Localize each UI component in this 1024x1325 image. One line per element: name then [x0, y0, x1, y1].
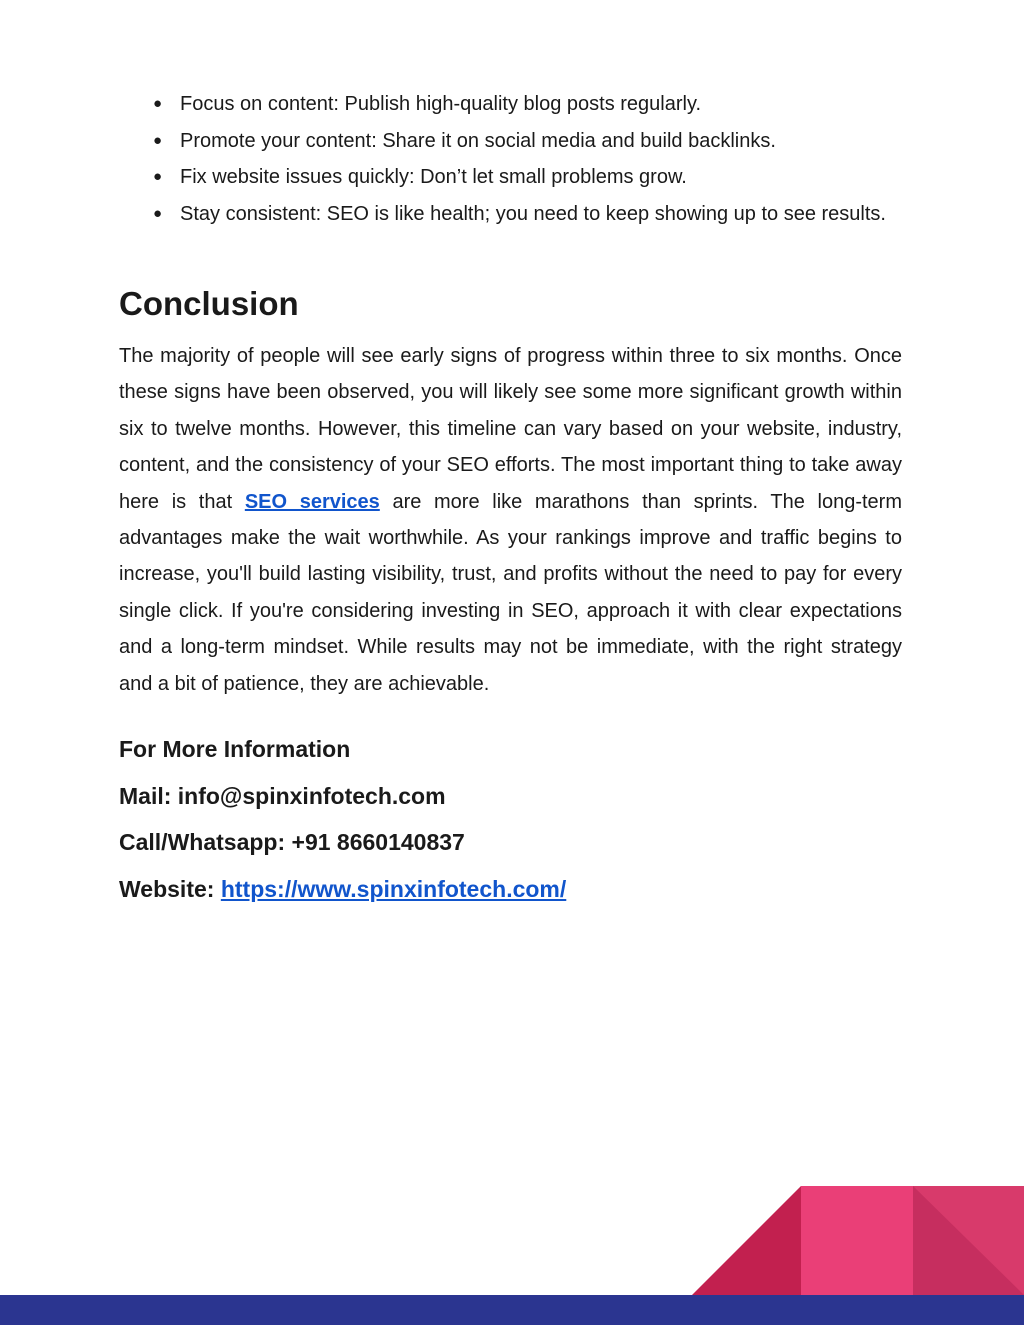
document-page [119, 86, 902, 912]
paragraph-text: are more like marathons than sprints. The long-term advantages make the wait worthwhile. As your rankings improve and traffic begins to increase, you'll build lasting visibility, trust, and profits without the need to pay for every single click. If you're considering investing in SEO, approach it with clear expectations and a long-term mindset. While results may not be immediate, with the right strategy and a bit of patience, they are achievable. [119, 490, 902, 695]
mail-line: Mail: info@spinxinfotech.com [119, 782, 446, 809]
list-item [119, 196, 902, 233]
paragraph-text: The majority of people will see early signs of progress within three to six months. Once these signs have been observed, you will likely see some more significant growth within six to twelve months. However, this timeline can vary based on your website, industry, content, and the consistency of your SEO efforts. The most important thing to take away here is that [119, 345, 902, 513]
list-item [119, 86, 902, 123]
right-pink-square [913, 1186, 1024, 1295]
conclusion-heading: Conclusion [119, 285, 299, 322]
list-item [119, 123, 902, 160]
website-label: Website: [119, 875, 221, 902]
conclusion-paragraph [119, 338, 902, 702]
website-line [119, 866, 902, 913]
list-item-text: Stay consistent: SEO is like health; you need to keep showing up to see results. [180, 202, 886, 225]
tips-list [119, 86, 902, 232]
website-link[interactable]: https://www.spinxinfotech.com/ [220, 875, 567, 902]
dark-triangle-overlay [913, 1186, 1024, 1295]
footer-bar [0, 1295, 1024, 1325]
info-heading: For More Information [119, 736, 351, 763]
pink-square [801, 1186, 913, 1295]
list-item-text: Fix website issues quickly: Don’t let small problems grow. [180, 166, 687, 188]
call-line: Call/Whatsapp: +91 8660140837 [119, 829, 465, 856]
list-item-text: Focus on content: Publish high-quality blog posts regularly. [180, 93, 702, 115]
bullet-icon: ● [153, 131, 163, 149]
bullet-icon: ● [153, 95, 163, 112]
bullet-icon: ● [153, 168, 163, 185]
bullet-icon: ● [153, 204, 163, 222]
contact-info [119, 726, 902, 912]
dark-pink-triangle [692, 1186, 801, 1295]
list-item [119, 159, 902, 196]
list-item-text: Promote your content: Share it on social media and build backlinks. [180, 129, 776, 152]
seo-services-link[interactable]: SEO services [244, 490, 380, 513]
